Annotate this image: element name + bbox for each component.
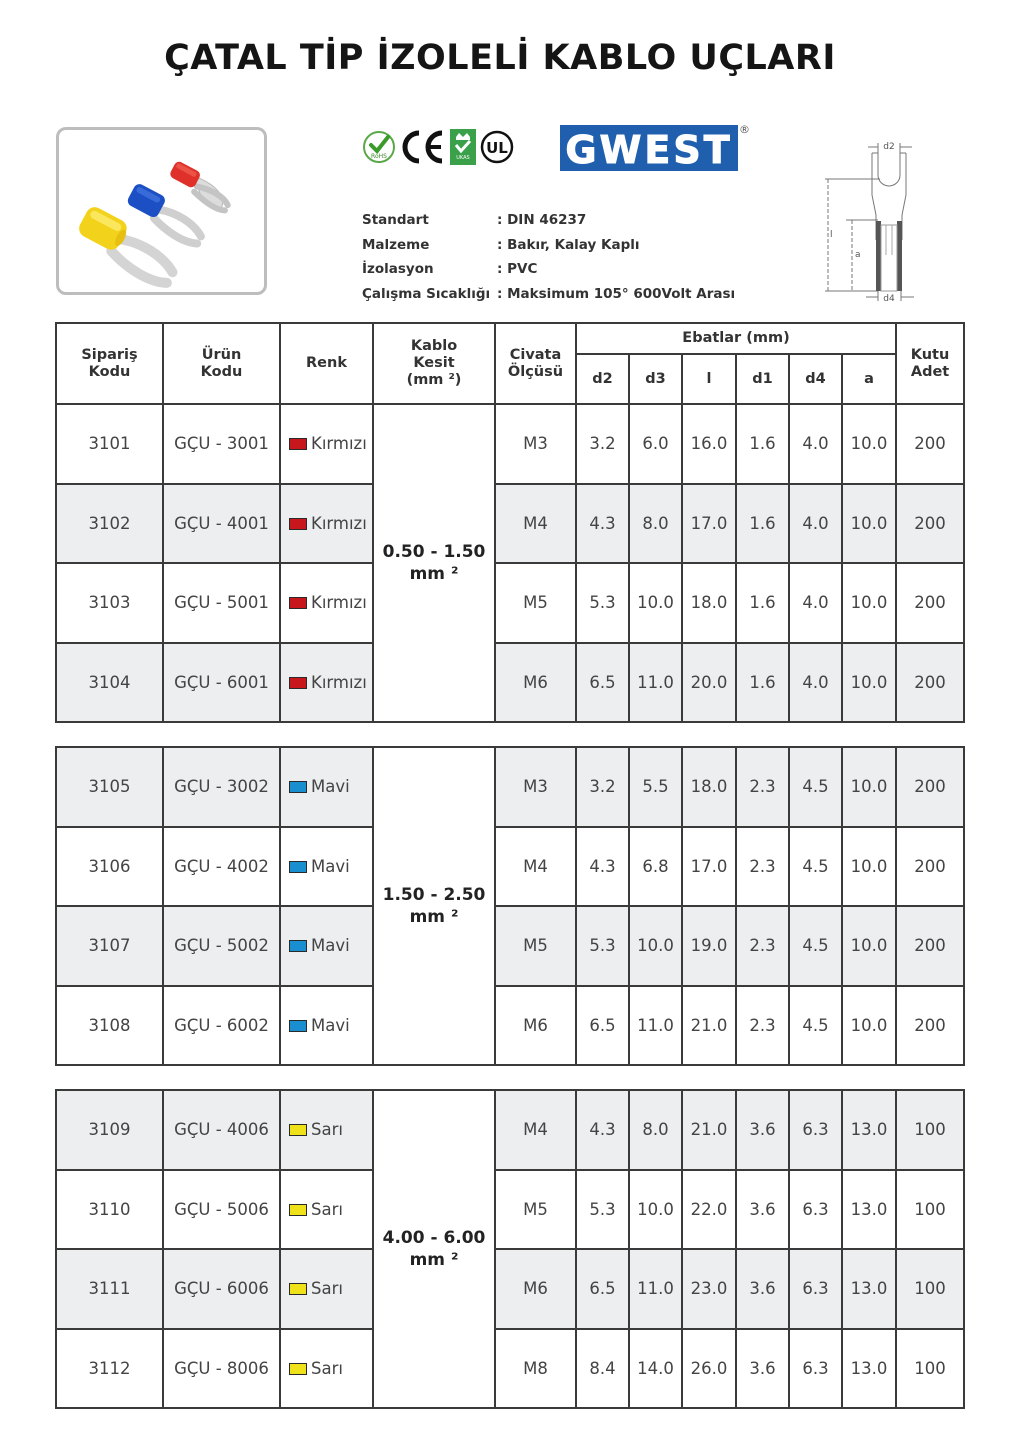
fork-terminals-image [59, 130, 264, 292]
spec-value: : PVC [497, 261, 538, 278]
urun-kodu: GÇU - 6002 [163, 986, 280, 1066]
d3: 8.0 [629, 484, 682, 564]
d4: 4.5 [789, 986, 842, 1066]
header-kutu-adet: Kutu Adet [896, 323, 964, 404]
d3: 10.0 [629, 563, 682, 643]
d1: 3.6 [736, 1249, 789, 1329]
spec-row-malzeme [362, 233, 735, 258]
siparis-kodu: 3101 [56, 404, 163, 484]
d3: 6.0 [629, 404, 682, 484]
renk: Kırmızı [280, 404, 373, 484]
header-d3: d3 [629, 354, 682, 404]
d4: 4.0 [789, 563, 842, 643]
terminal-table-yellow [55, 1089, 965, 1409]
a: 13.0 [842, 1329, 896, 1409]
renk: Mavi [280, 747, 373, 827]
d1: 1.6 [736, 643, 789, 723]
renk: Mavi [280, 827, 373, 907]
a: 13.0 [842, 1170, 896, 1250]
d1: 2.3 [736, 906, 789, 986]
d3: 5.5 [629, 747, 682, 827]
siparis-kodu: 3109 [56, 1090, 163, 1170]
spec-row-izolasyon [362, 257, 735, 282]
blue-swatch-icon [289, 861, 307, 873]
a: 13.0 [842, 1090, 896, 1170]
header-d2: d2 [576, 354, 629, 404]
svg-text:UKAS: UKAS [456, 155, 470, 161]
urun-kodu: GÇU - 4001 [163, 484, 280, 564]
header-civata-olcusu: Civata Ölçüsü [495, 323, 576, 404]
d1: 2.3 [736, 986, 789, 1066]
d4: 6.3 [789, 1329, 842, 1409]
d3: 11.0 [629, 643, 682, 723]
d3: 14.0 [629, 1329, 682, 1409]
l: 21.0 [682, 1090, 736, 1170]
l: 18.0 [682, 563, 736, 643]
table-row [56, 1170, 964, 1250]
d2: 6.5 [576, 643, 629, 723]
siparis-kodu: 3108 [56, 986, 163, 1066]
header-l: l [682, 354, 736, 404]
urun-kodu: GÇU - 4002 [163, 827, 280, 907]
a: 13.0 [842, 1249, 896, 1329]
header-a: a [842, 354, 896, 404]
svg-text:GWEST: GWEST [565, 128, 733, 171]
d4: 4.0 [789, 484, 842, 564]
siparis-kodu: 3106 [56, 827, 163, 907]
urun-kodu: GÇU - 3001 [163, 404, 280, 484]
table-row [56, 747, 964, 827]
siparis-kodu: 3103 [56, 563, 163, 643]
d4: 4.5 [789, 747, 842, 827]
renk: Kırmızı [280, 563, 373, 643]
d4: 6.3 [789, 1170, 842, 1250]
urun-kodu: GÇU - 3002 [163, 747, 280, 827]
l: 17.0 [682, 827, 736, 907]
header-d4: d4 [789, 354, 842, 404]
spec-label: İzolasyon [362, 261, 434, 278]
d2: 4.3 [576, 1090, 629, 1170]
d1: 1.6 [736, 563, 789, 643]
civata: M4 [495, 827, 576, 907]
table-row [56, 906, 964, 986]
kutu-adet: 100 [896, 1249, 964, 1329]
renk: Sarı [280, 1170, 373, 1250]
d3: 11.0 [629, 986, 682, 1066]
header-d1: d1 [736, 354, 789, 404]
d3: 11.0 [629, 1249, 682, 1329]
d2: 3.2 [576, 747, 629, 827]
d4: 4.0 [789, 404, 842, 484]
header-kablo-kesit: Kablo Kesit (mm ²) [373, 323, 495, 404]
table-row [56, 643, 964, 723]
table-row [56, 563, 964, 643]
l: 22.0 [682, 1170, 736, 1250]
kablo-kesit: 0.50 - 1.50 mm ² [373, 404, 495, 722]
kutu-adet: 200 [896, 563, 964, 643]
yellow-swatch-icon [289, 1124, 307, 1136]
d2: 4.3 [576, 484, 629, 564]
kutu-adet: 200 [896, 747, 964, 827]
renk: Kırmızı [280, 643, 373, 723]
ce-mark-icon [400, 129, 446, 165]
kutu-adet: 100 [896, 1090, 964, 1170]
renk: Sarı [280, 1090, 373, 1170]
header-ebatlar: Ebatlar (mm) [576, 323, 896, 354]
kutu-adet: 200 [896, 484, 964, 564]
l: 17.0 [682, 484, 736, 564]
kutu-adet: 200 [896, 986, 964, 1066]
spec-row-calisma-sicakligi [362, 282, 735, 307]
siparis-kodu: 3111 [56, 1249, 163, 1329]
d3: 10.0 [629, 906, 682, 986]
civata: M5 [495, 1170, 576, 1250]
civata: M6 [495, 643, 576, 723]
l: 21.0 [682, 986, 736, 1066]
d3: 8.0 [629, 1090, 682, 1170]
renk: Mavi [280, 986, 373, 1066]
label-l: l [830, 230, 833, 240]
urun-kodu: GÇU - 8006 [163, 1329, 280, 1409]
svg-text:UL: UL [486, 139, 508, 157]
civata: M4 [495, 484, 576, 564]
urun-kodu: GÇU - 6001 [163, 643, 280, 723]
d2: 5.3 [576, 1170, 629, 1250]
gwest-logo [560, 125, 738, 171]
d2: 3.2 [576, 404, 629, 484]
red-swatch-icon [289, 677, 307, 689]
a: 10.0 [842, 747, 896, 827]
d2: 5.3 [576, 563, 629, 643]
ul-mark-icon [480, 130, 514, 164]
svg-text:RoHS: RoHS [371, 153, 387, 160]
spec-row-standart [362, 208, 735, 233]
civata: M6 [495, 986, 576, 1066]
renk: Sarı [280, 1329, 373, 1409]
header-urun-kodu: Ürün Kodu [163, 323, 280, 404]
table-row [56, 1329, 964, 1409]
blue-swatch-icon [289, 781, 307, 793]
spec-label: Malzeme [362, 236, 430, 253]
d2: 5.3 [576, 906, 629, 986]
l: 19.0 [682, 906, 736, 986]
table-row [56, 404, 964, 484]
kutu-adet: 200 [896, 643, 964, 723]
siparis-kodu: 3112 [56, 1329, 163, 1409]
d3: 6.8 [629, 827, 682, 907]
red-swatch-icon [289, 438, 307, 450]
red-swatch-icon [289, 597, 307, 609]
yellow-swatch-icon [289, 1363, 307, 1375]
siparis-kodu: 3102 [56, 484, 163, 564]
kutu-adet: 100 [896, 1329, 964, 1409]
d2: 6.5 [576, 986, 629, 1066]
d4: 6.3 [789, 1249, 842, 1329]
kutu-adet: 200 [896, 404, 964, 484]
blue-swatch-icon [289, 940, 307, 952]
red-swatch-icon [289, 518, 307, 530]
kutu-adet: 200 [896, 827, 964, 907]
a: 10.0 [842, 563, 896, 643]
d4: 4.0 [789, 643, 842, 723]
a: 10.0 [842, 484, 896, 564]
urun-kodu: GÇU - 5001 [163, 563, 280, 643]
d2: 6.5 [576, 1249, 629, 1329]
d1: 2.3 [736, 747, 789, 827]
yellow-swatch-icon [289, 1204, 307, 1216]
d4: 6.3 [789, 1090, 842, 1170]
urun-kodu: GÇU - 5006 [163, 1170, 280, 1250]
spec-value: : Maksimum 105° 600Volt Arası [497, 286, 736, 303]
renk: Kırmızı [280, 484, 373, 564]
civata: M4 [495, 1090, 576, 1170]
label-a: a [855, 250, 861, 260]
a: 10.0 [842, 827, 896, 907]
terminal-table-blue [55, 746, 965, 1066]
d1: 3.6 [736, 1170, 789, 1250]
label-d4: d4 [883, 294, 895, 304]
spec-list [362, 208, 735, 306]
terminal-table-red [55, 322, 965, 723]
d1: 1.6 [736, 404, 789, 484]
l: 16.0 [682, 404, 736, 484]
a: 10.0 [842, 404, 896, 484]
terminal-dimension-diagram [820, 135, 930, 305]
a: 10.0 [842, 906, 896, 986]
civata: M3 [495, 404, 576, 484]
page-title: ÇATAL TİP İZOLELİ KABLO UÇLARI [164, 38, 836, 78]
table-row [56, 1249, 964, 1329]
siparis-kodu: 3105 [56, 747, 163, 827]
urun-kodu: GÇU - 5002 [163, 906, 280, 986]
d2: 4.3 [576, 827, 629, 907]
d1: 3.6 [736, 1329, 789, 1409]
l: 26.0 [682, 1329, 736, 1409]
header-renk: Renk [280, 323, 373, 404]
a: 10.0 [842, 986, 896, 1066]
renk: Mavi [280, 906, 373, 986]
blue-swatch-icon [289, 1020, 307, 1032]
renk: Sarı [280, 1249, 373, 1329]
d2: 8.4 [576, 1329, 629, 1409]
civata: M3 [495, 747, 576, 827]
header-siparis-kodu: Sipariş Kodu [56, 323, 163, 404]
civata: M5 [495, 906, 576, 986]
yellow-swatch-icon [289, 1283, 307, 1295]
d4: 4.5 [789, 906, 842, 986]
certification-logos [362, 127, 514, 167]
civata: M8 [495, 1329, 576, 1409]
kablo-kesit: 1.50 - 2.50 mm ² [373, 747, 495, 1065]
l: 18.0 [682, 747, 736, 827]
siparis-kodu: 3107 [56, 906, 163, 986]
label-d2: d2 [883, 142, 895, 152]
d4: 4.5 [789, 827, 842, 907]
rohs-check-icon [362, 130, 396, 164]
kutu-adet: 100 [896, 1170, 964, 1250]
l: 20.0 [682, 643, 736, 723]
siparis-kodu: 3104 [56, 643, 163, 723]
d1: 1.6 [736, 484, 789, 564]
product-photo [56, 127, 267, 295]
civata: M6 [495, 1249, 576, 1329]
spec-value: : Bakır, Kalay Kaplı [497, 236, 640, 253]
ukas-crown-check-icon [450, 129, 476, 165]
a: 10.0 [842, 643, 896, 723]
siparis-kodu: 3110 [56, 1170, 163, 1250]
table-row [56, 1090, 964, 1170]
spec-label: Çalışma Sıcaklığı [362, 286, 491, 303]
l: 23.0 [682, 1249, 736, 1329]
kutu-adet: 200 [896, 906, 964, 986]
urun-kodu: GÇU - 6006 [163, 1249, 280, 1329]
d1: 3.6 [736, 1090, 789, 1170]
table-row [56, 484, 964, 564]
registered-mark: ® [739, 123, 750, 136]
urun-kodu: GÇU - 4006 [163, 1090, 280, 1170]
table-row [56, 827, 964, 907]
spec-label: Standart [362, 212, 429, 229]
spec-value: : DIN 46237 [497, 212, 587, 229]
d1: 2.3 [736, 827, 789, 907]
table-row [56, 986, 964, 1066]
kablo-kesit: 4.00 - 6.00 mm ² [373, 1090, 495, 1408]
d3: 10.0 [629, 1170, 682, 1250]
civata: M5 [495, 563, 576, 643]
